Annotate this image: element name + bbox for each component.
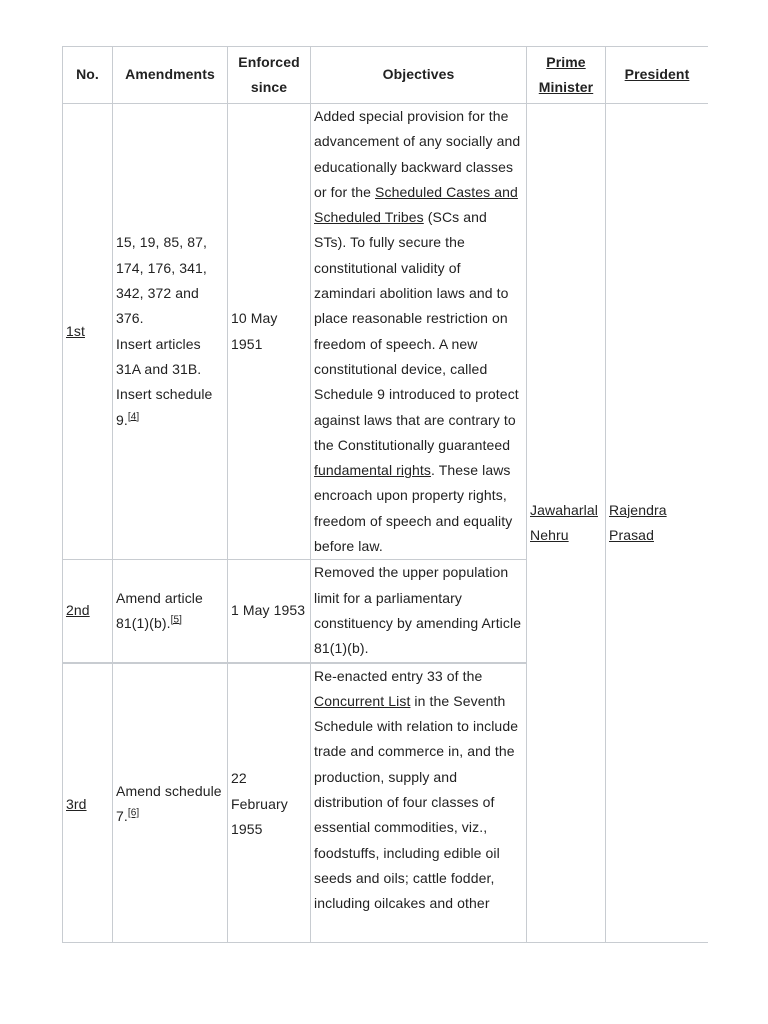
objectives-cell [311,104,527,560]
amendments-table-container [62,46,708,1024]
amendment-articles-text: Amend article 81(1)(b). [116,589,203,631]
amendment-articles-text: Amend schedule 7. [116,782,222,825]
table-header-row [63,47,709,104]
amendment-number-link[interactable]: 2nd [66,602,90,619]
amendment-articles-text: 15, 19, 85, 87, 174, 176, 341, 342, 372 and 376. [116,234,208,327]
amendment-number-link[interactable]: 1st [66,323,85,340]
reference-link[interactable]: [4] [127,410,140,422]
president-cell [606,104,709,943]
concurrent-list-link[interactable]: Concurrent List [314,692,411,709]
amendment-number-cell [63,560,113,663]
prime-minister-cell [527,104,606,943]
amendment-articles-cell [113,663,228,943]
header-enforced-since: Enforced since [228,47,311,104]
reference-link[interactable]: [6] [127,807,140,819]
enforced-since-cell: 22 February 1955 [228,663,311,943]
objectives-text: Removed the upper population limit for a parliamentary constituency by amending Article 81(1)(b). [314,564,522,657]
enforced-since-cell: 1 May 1953 [228,560,311,663]
objectives-text: Re-enacted entry 33 of the [314,667,483,684]
objectives-text: Added special provision for the advancement of any socially and educationally backward classes or for the [314,108,521,200]
president-header-link[interactable]: President [624,66,690,83]
amendment-number-link[interactable]: 3rd [66,795,87,812]
amendment-articles-cell [113,560,228,663]
scheduled-castes-link[interactable]: Scheduled Castes and Scheduled Tribes [314,183,518,226]
amendment-insert-articles-text: Insert articles 31A and 31B. [116,335,202,377]
president-link[interactable]: Rajendra Prasad [609,501,667,543]
table-row [63,104,709,560]
enforced-since-cell: 10 May 1951 [228,104,311,560]
amendments-table [62,46,708,943]
amendment-insert-schedule-text: Insert schedule 9. [116,386,213,428]
reference-link[interactable]: [5] [170,614,183,626]
objectives-cell [311,560,527,663]
header-objectives: Objectives [311,47,527,104]
amendment-number-cell [63,663,113,943]
objectives-cell [311,663,527,943]
objectives-text: . These laws encroach upon property rights, freedom of speech and equality before law. [314,462,513,555]
prime-minister-header-link[interactable]: Prime Minister [538,53,594,95]
amendment-articles-cell [113,104,228,560]
header-amendments: Amendments [113,47,228,104]
objectives-text: (SCs and STs). To fully secure the constitutional validity of zamindari abolition laws and to place reasonable restriction on freedom of speech. A new constitutional device, called Schedule 9 introduced to protect against laws that are contrary to the Constitutionally guaranteed [314,209,519,453]
header-prime-minister [527,47,606,104]
header-no: No. [63,47,113,104]
amendment-number-cell [63,104,113,560]
header-president [606,47,709,104]
prime-minister-link[interactable]: Jawaharlal Nehru [530,501,598,543]
fundamental-rights-link[interactable]: fundamental rights [314,462,431,479]
objectives-text: in the Seventh Schedule with relation to include trade and commerce in, and the production, supply and distribution of four classes of essential commodities, viz., foodstuffs, including edible oil seeds and oils; cattle fodder, including oilcakes and other [314,692,519,912]
